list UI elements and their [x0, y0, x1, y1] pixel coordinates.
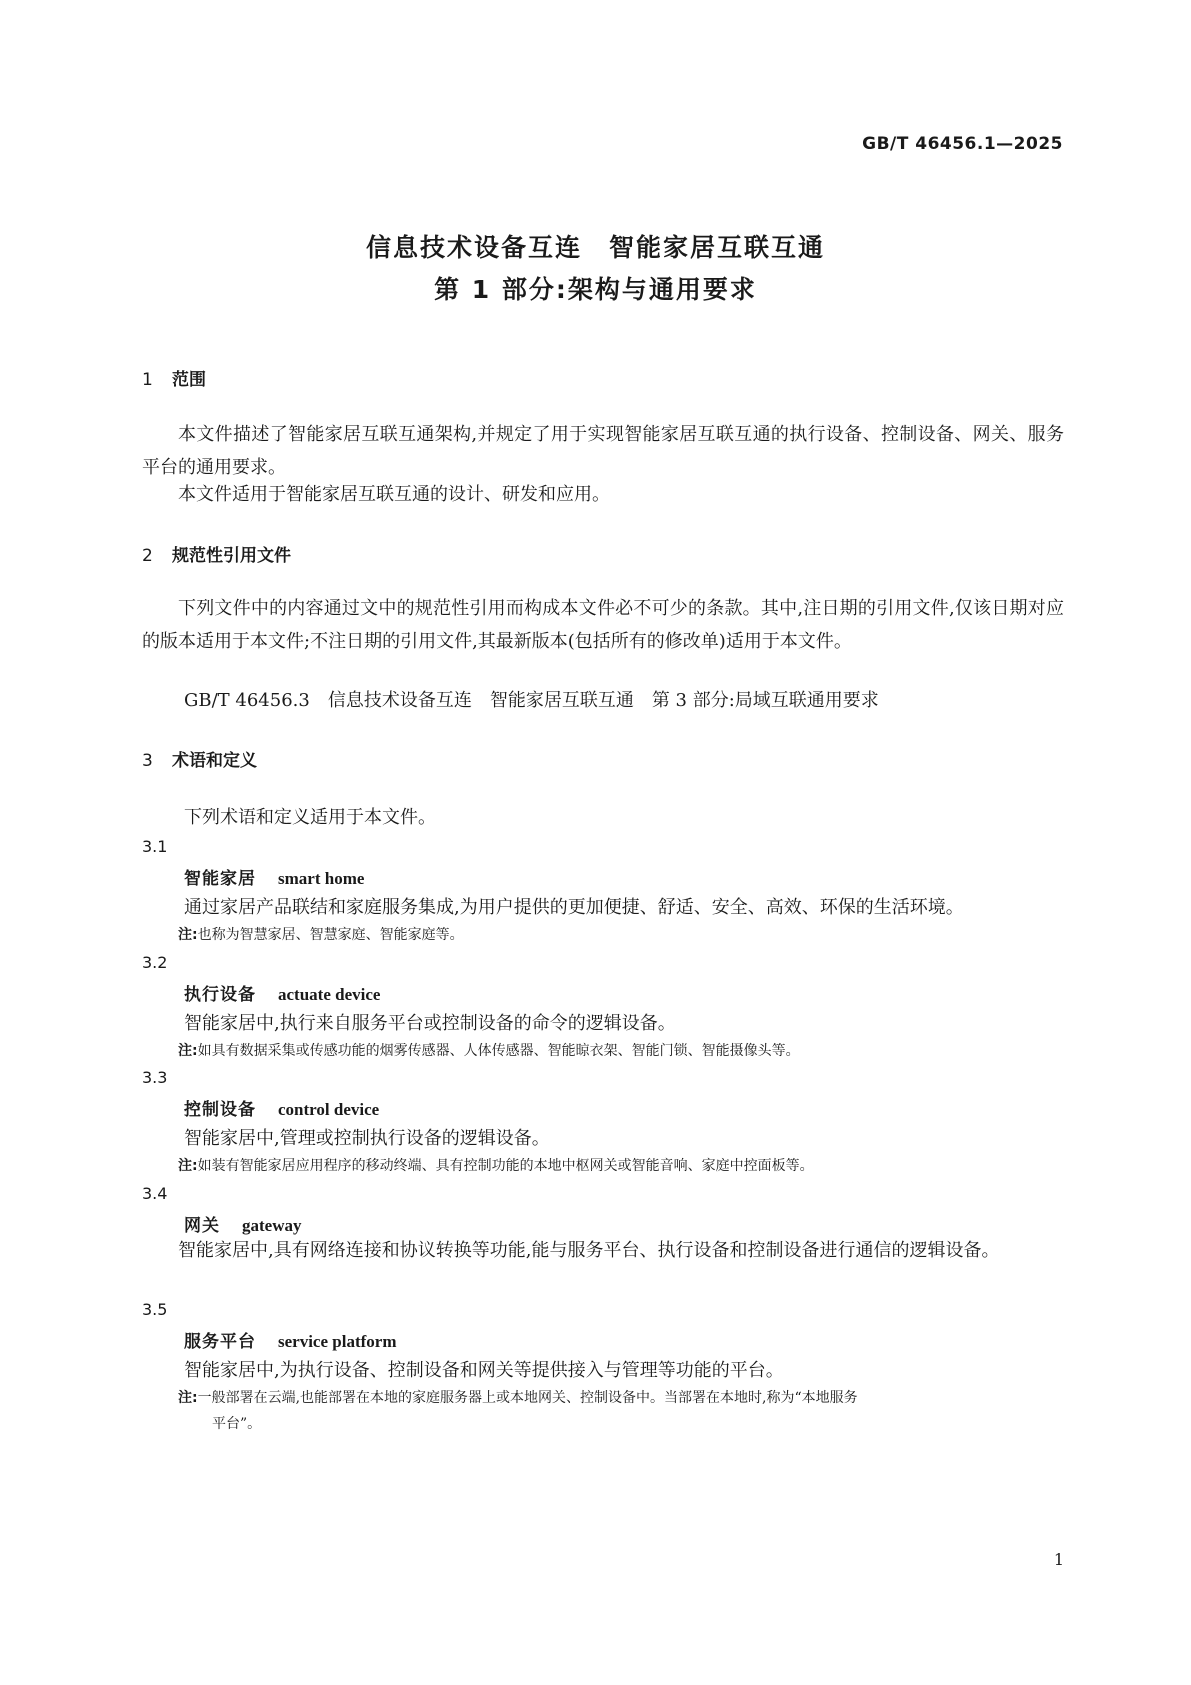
note-text: 如装有智能家居应用程序的移动终端、具有控制功能的本地中枢网关或智能音响、家庭中控面板等。: [197, 1158, 814, 1174]
note-label: 注:: [178, 927, 198, 943]
term-chinese: 网关: [184, 1216, 220, 1236]
note-text: 也称为智慧家居、智慧家庭、智能家庭等。: [197, 927, 464, 943]
term-note: [178, 922, 1064, 948]
term-heading: [184, 864, 364, 889]
section-title: 术语和定义: [172, 751, 257, 771]
note-text: 如具有数据采集或传感功能的烟雾传感器、人体传感器、智能晾衣架、智能门锁、智能摄像头等。: [197, 1043, 800, 1059]
term-english: service platform: [278, 1332, 397, 1351]
term-note: [178, 1385, 1064, 1437]
term-heading: [184, 1211, 301, 1236]
document-title-line2: 第 1 部分:架构与通用要求: [434, 275, 757, 304]
term-english: gateway: [242, 1216, 302, 1235]
term-english: actuate device: [278, 985, 381, 1004]
normative-references-paragraph: 下列文件中的内容通过文中的规范性引用而构成本文件必不可少的条款。其中,注日期的引用文件,仅该日期对应的版本适用于本文件;不注日期的引用文件,其最新版本(包括所有的修改单)适用于本文件。: [142, 598, 1064, 652]
page-number: 1: [1053, 1550, 1064, 1569]
term-number: 3.3: [142, 1068, 168, 1087]
term-english: smart home: [278, 869, 365, 888]
note-text: 一般部署在云端,也能部署在本地的家庭服务器上或本地网关、控制设备中。当部署在本地时,称为“本地服务: [197, 1390, 858, 1406]
section-heading-normative-references: [142, 541, 291, 566]
section-number: 1: [142, 370, 153, 390]
term-chinese: 服务平台: [184, 1332, 256, 1352]
term-number: 3.1: [142, 837, 168, 856]
term-chinese: 控制设备: [184, 1100, 256, 1120]
term-definition: 智能家居中,具有网络连接和协议转换等功能,能与服务平台、执行设备和控制设备进行通信的逻辑设备。: [178, 1240, 1000, 1261]
term-definition: 智能家居中,管理或控制执行设备的逻辑设备。: [184, 1128, 550, 1149]
term-number: 3.4: [142, 1184, 168, 1203]
note-label: 注:: [178, 1158, 198, 1174]
term-chinese: 智能家居: [184, 869, 256, 889]
terms-intro: 下列术语和定义适用于本文件。: [184, 807, 436, 828]
note-text-continuation: 平台”。: [212, 1416, 262, 1432]
section-number: 2: [142, 546, 153, 566]
standard-number: GB/T 46456.1—2025: [862, 134, 1063, 154]
normative-reference-item: GB/T 46456.3 信息技术设备互连 智能家居互联互通 第 3 部分:局域互联通用要求: [184, 690, 879, 711]
section-title: 范围: [172, 370, 206, 390]
term-note: [178, 1038, 1064, 1064]
note-label: 注:: [178, 1043, 198, 1059]
term-definition: 智能家居中,执行来自服务平台或控制设备的命令的逻辑设备。: [184, 1013, 676, 1034]
term-chinese: 执行设备: [184, 985, 256, 1005]
term-definition: 智能家居中,为执行设备、控制设备和网关等提供接入与管理等功能的平台。: [184, 1360, 784, 1381]
term-english: control device: [278, 1100, 380, 1119]
term-definition: 通过家居产品联结和家庭服务集成,为用户提供的更加便捷、舒适、安全、高效、环保的生活环境。: [184, 897, 964, 918]
term-heading: [184, 1095, 379, 1120]
note-label: 注:: [178, 1390, 198, 1406]
term-heading: [184, 980, 380, 1005]
scope-paragraph-1: 本文件描述了智能家居互联互通架构,并规定了用于实现智能家居互联互通的执行设备、控制设备、网关、服务平台的通用要求。: [142, 424, 1064, 478]
term-note: [178, 1153, 1064, 1179]
section-heading-scope: [142, 365, 206, 390]
scope-paragraph-2: 本文件适用于智能家居互联互通的设计、研发和应用。: [178, 484, 610, 505]
document-title-line1: 信息技术设备互连 智能家居互联互通: [365, 233, 825, 262]
term-number: 3.2: [142, 953, 168, 972]
section-title: 规范性引用文件: [172, 546, 291, 566]
term-heading: [184, 1327, 396, 1352]
section-heading-terms-definitions: [142, 746, 257, 771]
section-number: 3: [142, 751, 153, 771]
term-number: 3.5: [142, 1300, 168, 1319]
